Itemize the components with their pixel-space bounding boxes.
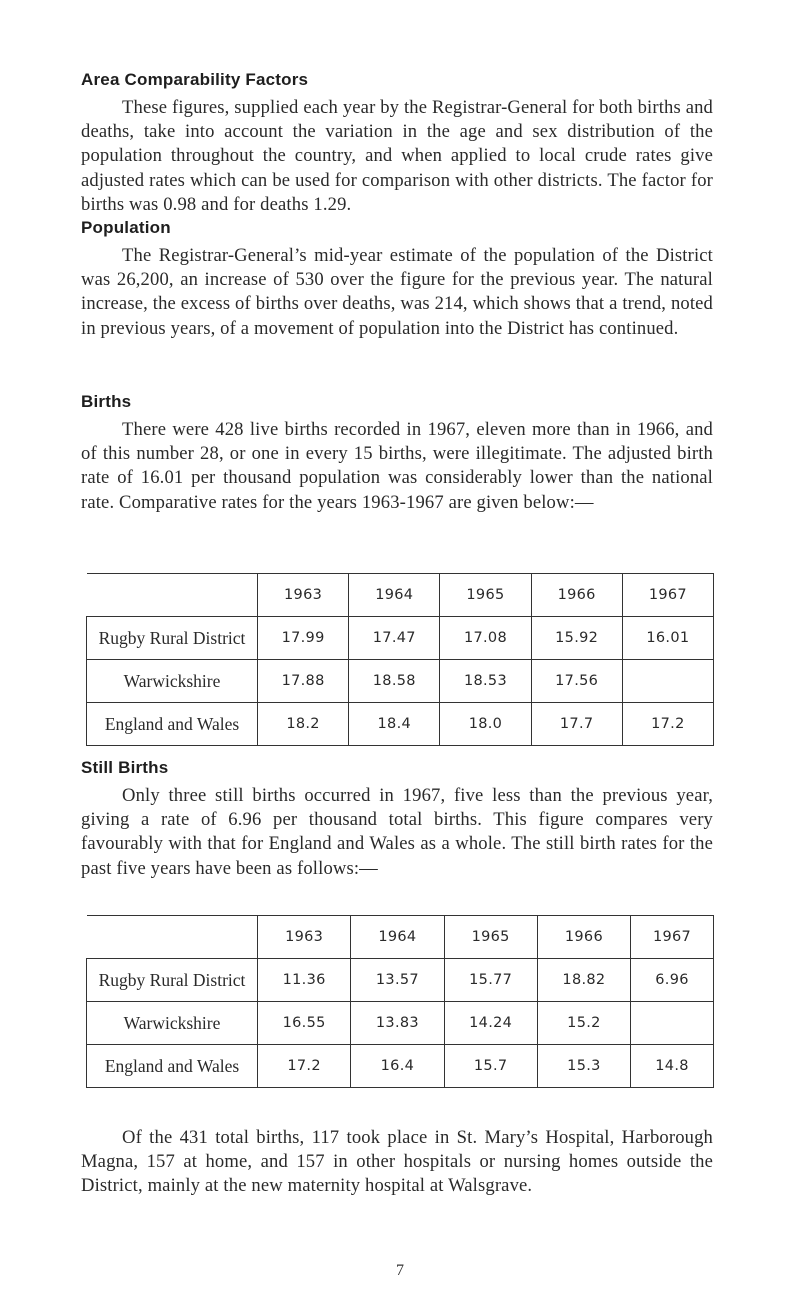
row-label: Warwickshire [87, 660, 258, 703]
row-label: England and Wales [87, 703, 258, 746]
table-row [87, 959, 714, 1002]
rate-cell: 17.56 [531, 660, 622, 703]
birth-rate-table [86, 573, 714, 746]
rate-cell: 15.3 [537, 1045, 630, 1088]
page-number: 7 [396, 1262, 404, 1279]
paragraph-still-births: Only three still births occurred in 1967, five less than the previous year, giving a rate of 6.96 per thousand total births. This figure compares very favourably with that for England and Wales as a whole. The still birth rates for the past five years have been as follows:— [81, 785, 713, 879]
table-row [87, 1002, 714, 1045]
rate-cell: 17.7 [531, 703, 622, 746]
rate-cell: 17.99 [258, 617, 349, 660]
table-row [87, 660, 714, 703]
table-corner-cell [87, 916, 258, 959]
rate-cell: 17.2 [258, 1045, 351, 1088]
year-header: 1965 [444, 916, 537, 959]
rate-cell: 6.96 [631, 959, 714, 1002]
table-corner-cell [87, 574, 258, 617]
row-label: Warwickshire [87, 1002, 258, 1045]
rate-cell: 18.58 [349, 660, 440, 703]
rate-cell: 15.92 [531, 617, 622, 660]
year-header: 1965 [440, 574, 531, 617]
heading-births: Births [81, 392, 132, 411]
year-header: 1963 [258, 574, 349, 617]
table-header-row [87, 574, 714, 617]
row-label: Rugby Rural District [87, 617, 258, 660]
heading-population: Population [81, 218, 171, 237]
table-row [87, 1045, 714, 1088]
rate-cell: 13.57 [351, 959, 444, 1002]
heading-area-comparability: Area Comparability Factors [81, 70, 309, 89]
rate-cell: 17.88 [258, 660, 349, 703]
rate-cell: 17.2 [622, 703, 713, 746]
rate-cell [622, 660, 713, 703]
paragraph-population: The Registrar-General’s mid-year estimate of the population of the District was 26,200, an increase of 530 over the figure for the previous year. The natural increase, the excess of births over deaths, was 214, which shows that a trend, noted in previous years, of a movement of population into the District has continued. [81, 245, 713, 339]
rate-cell: 17.47 [349, 617, 440, 660]
rate-cell: 16.55 [258, 1002, 351, 1045]
rate-cell: 18.0 [440, 703, 531, 746]
paragraph-total-births: Of the 431 total births, 117 took place in St. Mary’s Hospital, Harborough Magna, 157 at home, and 157 in other hospitals or nursing homes outside the District, mainly at the new maternity hospital at Walsgrave. [81, 1127, 713, 1197]
row-label: England and Wales [87, 1045, 258, 1088]
table-row [87, 617, 714, 660]
table-row [87, 703, 714, 746]
rate-cell: 18.4 [349, 703, 440, 746]
year-header: 1967 [631, 916, 714, 959]
rate-cell: 17.08 [440, 617, 531, 660]
rate-cell: 15.2 [537, 1002, 630, 1045]
rate-cell: 18.82 [537, 959, 630, 1002]
year-header: 1963 [258, 916, 351, 959]
row-label: Rugby Rural District [87, 959, 258, 1002]
rate-cell: 18.2 [258, 703, 349, 746]
rate-cell: 15.77 [444, 959, 537, 1002]
rate-cell: 11.36 [258, 959, 351, 1002]
paragraph-births: There were 428 live births recorded in 1967, eleven more than in 1966, and of this number 28, or one in every 15 births, were illegitimate. The adjusted birth rate of 16.01 per thousand population was considerably lower than the national rate. Comparative rates for the years 1963-1967 are given below:— [81, 419, 713, 513]
still-birth-rate-table [86, 915, 714, 1088]
year-header: 1964 [349, 574, 440, 617]
year-header: 1964 [351, 916, 444, 959]
rate-cell: 16.01 [622, 617, 713, 660]
year-header: 1967 [622, 574, 713, 617]
paragraph-area-comparability: These figures, supplied each year by the Registrar-General for both births and deaths, take into account the variation in the age and sex distribution of the population throughout the country, and when applied to local crude rates give adjusted rates which can be used for comparison with other districts. The factor for births was 0.98 and for deaths 1.29. [81, 97, 713, 215]
rate-cell: 14.24 [444, 1002, 537, 1045]
rate-cell: 14.8 [631, 1045, 714, 1088]
rate-cell: 13.83 [351, 1002, 444, 1045]
rate-cell [631, 1002, 714, 1045]
rate-cell: 16.4 [351, 1045, 444, 1088]
heading-still-births: Still Births [81, 758, 169, 777]
rate-cell: 18.53 [440, 660, 531, 703]
year-header: 1966 [531, 574, 622, 617]
rate-cell: 15.7 [444, 1045, 537, 1088]
table-header-row [87, 916, 714, 959]
year-header: 1966 [537, 916, 630, 959]
